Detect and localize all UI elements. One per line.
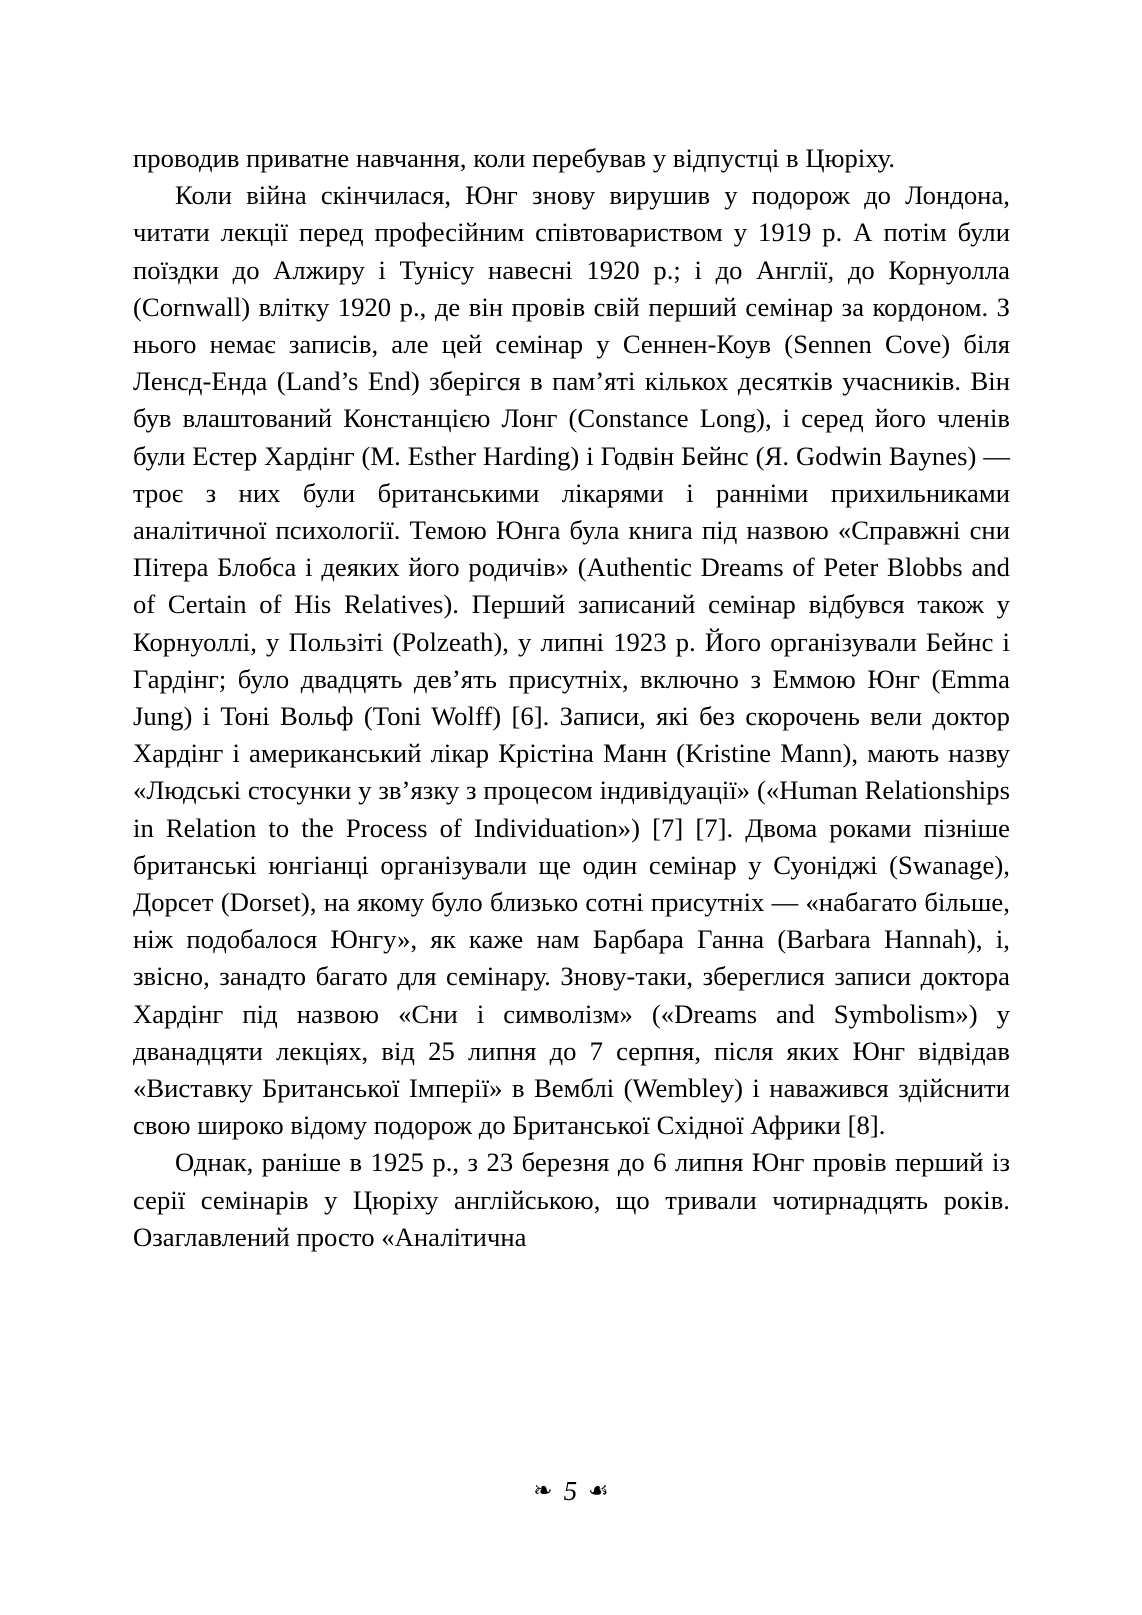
page-footer (0, 1478, 1142, 1505)
page-number: 5 (563, 1476, 578, 1506)
paragraph-continuation: проводив приватне навчання, коли перебував у відпустці в Цюріху. (133, 143, 896, 173)
fleuron-right-icon: ☙ (588, 1478, 609, 1503)
page-text-block (133, 140, 1010, 1256)
fleuron-left-icon: ❧ (533, 1478, 553, 1503)
paragraph-jung-seminars: Коли війна скінчилася, Юнг знову вирушив у подорож до Лондона, читати лекції перед професійним співтовариством у 1919 р. А потім були поїздки до Алжиру і Тунісу навесні 1920 р.; і до Англії, до Корнуолла (Cornwall) влітку 1920 р., де він провів свій перший семінар за кордоном. З нього немає записів, але цей семінар у Сеннен-Коув (Sennen Cove) біля Ленсд-Енда (Land’s End) зберігся в пам’яті кількох десятків учасників. Він був влаштований Констанцією Лонг (Constance Long), і серед його членів були Естер Хардінг (M. Esther Harding) і Годвін Бейнс (Я. Godwin Baynes) — троє з них були британськими лікарями і ранніми прихильниками аналітичної психології. Темою Юнга була книга під назвою «Справжні сни Пітера Блобса і деяких його родичів» (Authentic Dreams of Peter Blobbs and of Certain of His Relatives). Перший записаний семінар відбувся також у Корнуоллі, у Пользіті (Polzeath), у липні 1923 р. Його організували Бейнс і Гардінг; було двадцять дев’ять присутніх, включно з Еммою Юнг (Emma Jung) і Тоні Вольф (Toni Wolff) [6]. Записи, які без скорочень вели доктор Хардінг і американський лікар Крістіна Манн (Kristine Mann), мають назву «Людські стосунки у зв’язку з процесом індивідуації» («Human Relationships in Relation to the Process of Individuation») [7] [7]. Двома роками пізніше британські юнгіанці організували ще один семінар у Суоніджі (Swanage), Дорсет (Dorset), на якому було близько сотні присутніх — «набагато більше, ніж подобалося Юнгу», як каже нам Барбара Ганна (Barbara Hannah), і, звісно, занадто багато для семінару. Знову-таки, збереглися записи доктора Хардінг під назвою «Сни і символізм» («Dreams and Symbolism») у дванадцяти лекціях, від 25 липня до 7 серпня, після яких Юнг відвідав «Виставку Британської Імперії» в Вемблі (Wembley) і наважився здійснити свою широко відому подорож до Британської Східної Африки [8]. (133, 180, 1010, 1141)
paragraph-zurich-seminars: Однак, раніше в 1925 р., з 23 березня до 6 липня Юнг провів перший із серії семінарів у Цюріху англійською, що тривали чотирнадцять років. Озаглавлений просто «Аналітична (133, 1147, 1010, 1252)
